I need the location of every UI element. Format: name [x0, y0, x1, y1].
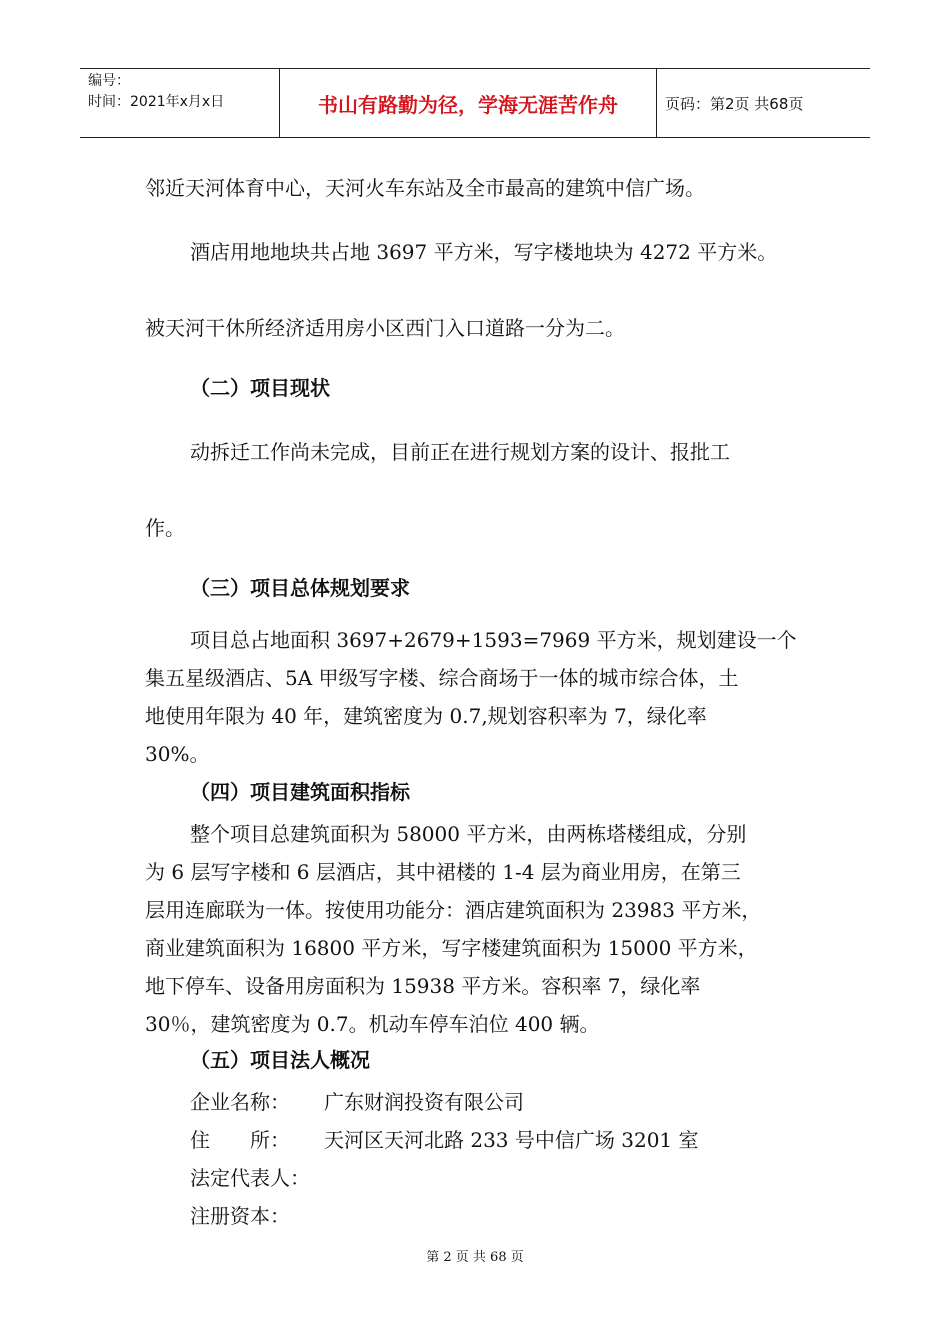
company-label: 企业名称： [190, 1090, 290, 1114]
section-heading-3: （三）项目总体规划要求 [190, 576, 410, 600]
section-heading-2: （二）项目现状 [190, 376, 330, 400]
capital-label: 注册资本： [190, 1204, 290, 1228]
paragraph-line: 集五星级酒店、5A 甲级写字楼、综合商场于一体的城市综合体，土 [145, 666, 739, 690]
paragraph-line: 作。 [145, 516, 185, 540]
paragraph-line: 酒店用地地块共占地 3697 平方米，写字楼地块为 4272 平方米。 [190, 240, 778, 264]
section-heading-5: （五）项目法人概况 [190, 1048, 370, 1072]
paragraph-line: 地下停车、设备用房面积为 15938 平方米。容积率 7，绿化率 [145, 974, 701, 998]
header-page-info: 页码：第2页 共68页 [665, 94, 804, 113]
paragraph-line: 为 6 层写字楼和 6 层酒店，其中裙楼的 1-4 层为商业用房，在第三 [145, 860, 741, 884]
header-date-label: 时间：2021年x月x日 [88, 94, 225, 110]
legal-rep-label: 法定代表人： [190, 1166, 310, 1190]
header-number-label: 编号： [88, 73, 130, 89]
section-heading-4: （四）项目建筑面积指标 [190, 780, 410, 804]
paragraph-line: 30%。 [145, 742, 210, 766]
paragraph-line: 整个项目总建筑面积为 58000 平方米，由两栋塔楼组成，分别 [190, 822, 747, 846]
paragraph-line: 商业建筑面积为 16800 平方米，写字楼建筑面积为 15000 平方米， [145, 936, 758, 960]
paragraph-line: 层用连廊联为一体。按使用功能分：酒店建筑面积为 23983 平方米， [145, 898, 762, 922]
paragraph-line: 30％，建筑密度为 0.7。机动车停车泊位 400 辆。 [145, 1012, 600, 1036]
paragraph-line: 项目总占地面积 3697+2679+1593=7969 平方米，规划建设一个 [190, 628, 797, 652]
paragraph-line: 被天河干休所经济适用房小区西门入口道路一分为二。 [145, 316, 625, 340]
company-value: 广东财润投资有限公司 [324, 1090, 524, 1114]
company-row [190, 1086, 524, 1115]
address-value: 天河区天河北路 233 号中信广场 3201 室 [324, 1128, 699, 1152]
paragraph-line: 动拆迁工作尚未完成，目前正在进行规划方案的设计、报批工 [190, 440, 730, 464]
page-footer: 第 2 页 共 68 页 [426, 1250, 524, 1265]
paragraph-line: 地使用年限为 40 年，建筑密度为 0.7,规划容积率为 7，绿化率 [145, 704, 707, 728]
address-label: 住 所： [190, 1128, 290, 1152]
header-meta-cell [80, 69, 280, 137]
address-row [190, 1124, 699, 1153]
header-motto: 书山有路勤为径，学海无涯苦作舟 [280, 69, 657, 137]
document-header [80, 68, 870, 138]
paragraph-line: 邻近天河体育中心，天河火车东站及全市最高的建筑中信广场。 [145, 176, 705, 200]
